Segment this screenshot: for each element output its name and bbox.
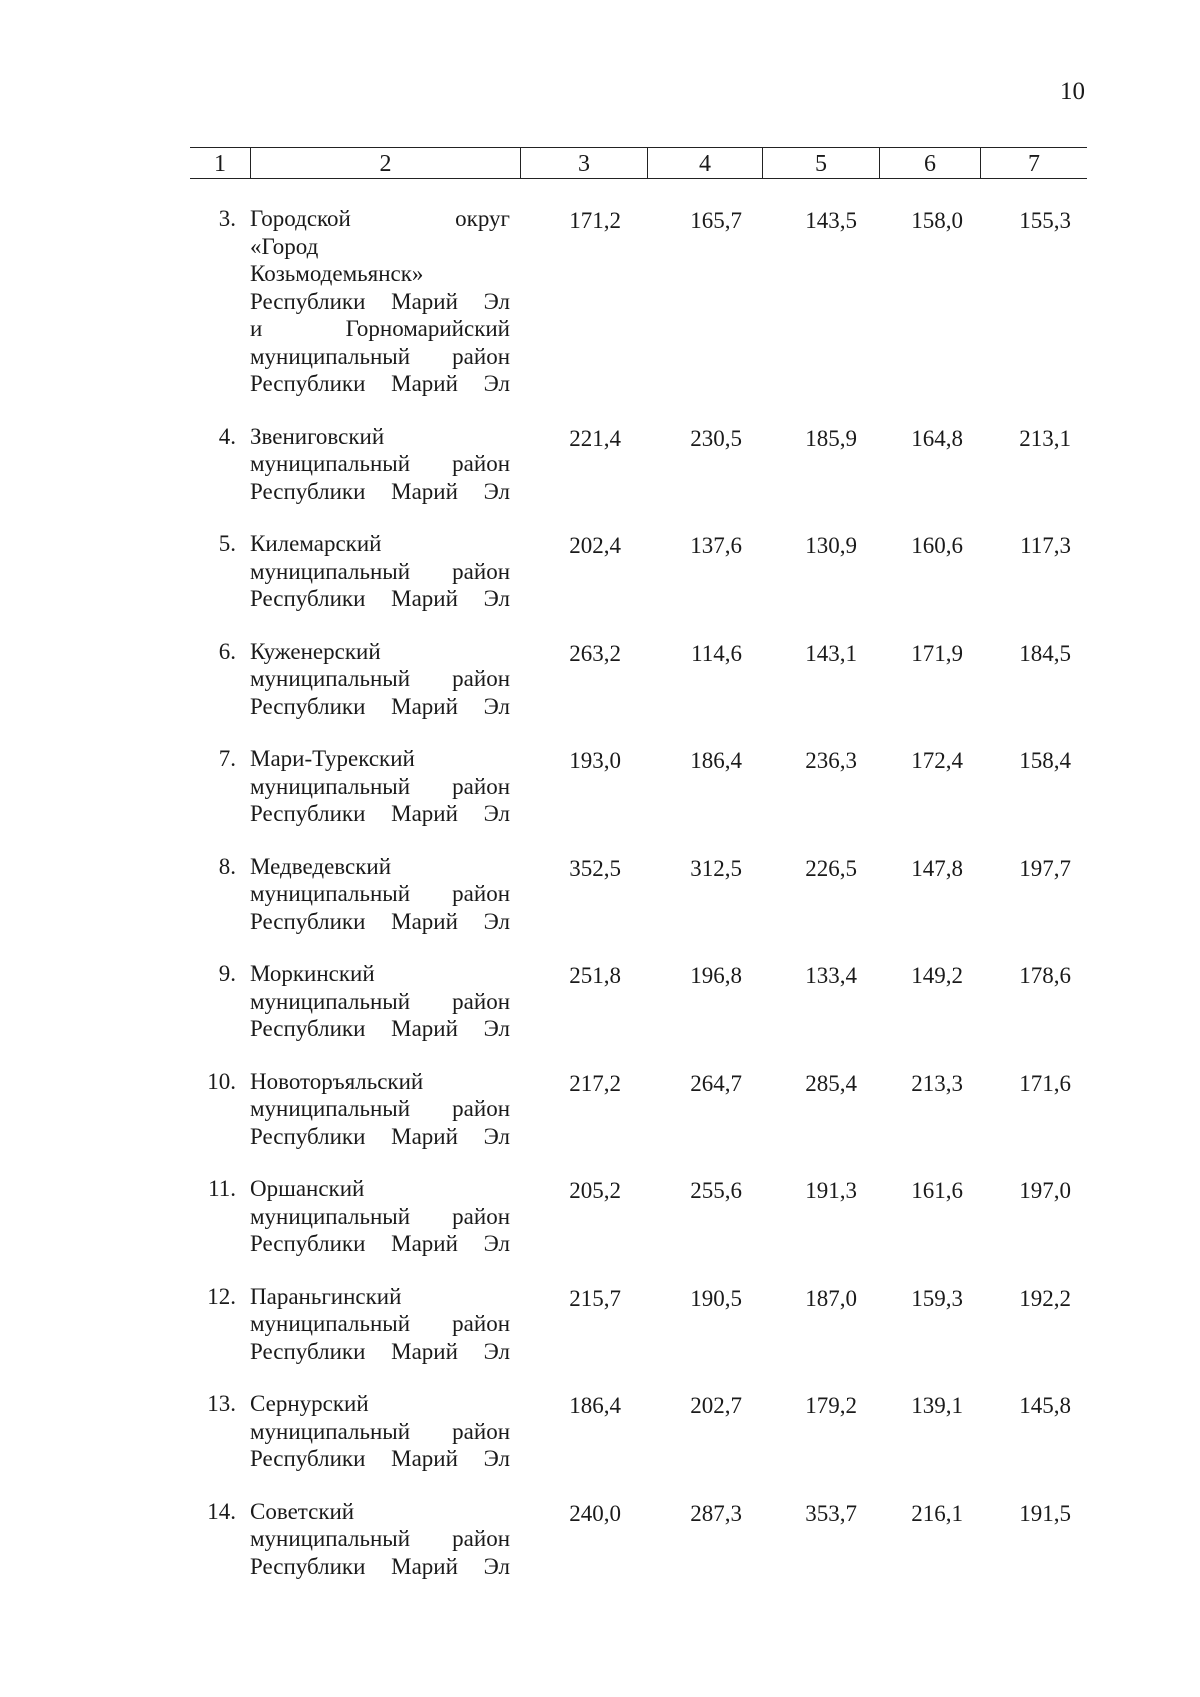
value-col-4: 186,4 xyxy=(690,748,742,773)
value-col-6: 172,4 xyxy=(911,748,963,773)
value-col-3: 202,4 xyxy=(569,533,621,558)
value-col-3: 171,2 xyxy=(569,208,621,233)
district-name xyxy=(250,423,510,506)
value-col-3: 251,8 xyxy=(569,963,621,988)
district-name-line: Моркинский xyxy=(250,961,375,986)
value-col-6: 171,9 xyxy=(911,640,963,666)
district-name xyxy=(250,530,510,613)
district-name-line: муниципальный район xyxy=(250,881,510,906)
table-row xyxy=(190,423,1087,506)
row-number: 11. xyxy=(208,1176,236,1201)
district-name-line: муниципальный район xyxy=(250,1096,510,1121)
value-col-6: 149,2 xyxy=(911,963,963,988)
value-col-7: 213,1 xyxy=(1019,425,1071,451)
district-name-line: муниципальный район xyxy=(250,558,510,584)
header-cell-7: 7 xyxy=(980,148,1087,178)
value-col-7: 158,4 xyxy=(1019,748,1071,773)
row-number: 7. xyxy=(218,746,236,771)
district-name-line: и Горномарийский xyxy=(250,316,510,341)
district-name-line: Мари-Турекский xyxy=(250,746,415,771)
row-number: 4. xyxy=(218,423,236,449)
district-name-line: Республики Марий Эл xyxy=(250,1446,510,1471)
value-col-3: 186,4 xyxy=(569,1393,621,1418)
district-name-line: Оршанский xyxy=(250,1176,365,1201)
district-name-line: Параньгинский xyxy=(250,1283,402,1309)
value-col-4: 137,6 xyxy=(690,533,742,558)
table-row xyxy=(190,745,1087,828)
header-cell-6: 6 xyxy=(879,148,980,178)
district-name-line: Республики Марий Эл xyxy=(250,478,510,504)
district-name-line: Республики Марий Эл xyxy=(250,908,510,934)
value-col-5: 191,3 xyxy=(805,1178,857,1203)
value-col-7: 191,5 xyxy=(1019,1500,1071,1526)
value-col-4: 230,5 xyxy=(690,425,742,451)
value-col-3: 217,2 xyxy=(569,1070,621,1096)
value-col-4: 196,8 xyxy=(690,963,742,988)
district-name-line: Республики Марий Эл xyxy=(250,1123,510,1149)
row-number: 13. xyxy=(207,1391,236,1416)
row-number: 6. xyxy=(218,638,236,664)
table-row xyxy=(190,1390,1087,1473)
value-col-3: 215,7 xyxy=(569,1285,621,1311)
value-col-3: 193,0 xyxy=(569,748,621,773)
value-col-3: 205,2 xyxy=(569,1178,621,1203)
district-name xyxy=(250,1390,510,1473)
district-name-line: Советский xyxy=(250,1498,355,1524)
district-name-line: Козьмодемьянск» xyxy=(250,261,424,286)
district-name-line: муниципальный район xyxy=(250,451,510,476)
value-col-5: 187,0 xyxy=(805,1285,857,1311)
district-name xyxy=(250,745,510,828)
district-name-line: Республики Марий Эл xyxy=(250,801,510,826)
header-cell-1: 1 xyxy=(214,151,226,177)
row-number: 10. xyxy=(207,1068,236,1094)
row-number: 12. xyxy=(207,1283,236,1309)
district-name-line: Килемарский xyxy=(250,531,382,556)
district-name-line: муниципальный район xyxy=(250,1418,510,1444)
district-name xyxy=(250,1068,510,1151)
value-col-7: 145,8 xyxy=(1019,1393,1071,1418)
value-col-5: 236,3 xyxy=(805,748,857,773)
table-body xyxy=(190,205,1087,1605)
district-name xyxy=(250,853,510,936)
district-name-line: Республики Марий Эл xyxy=(250,693,510,719)
district-name-line: Медведевский xyxy=(250,853,392,879)
value-col-6: 160,6 xyxy=(911,533,963,558)
value-col-4: 190,5 xyxy=(690,1285,742,1311)
district-name-line: «Город xyxy=(250,233,319,259)
district-name-line: Республики Марий Эл xyxy=(250,288,510,314)
district-name-line: муниципальный район xyxy=(250,773,510,799)
district-name xyxy=(250,1283,510,1366)
table-header xyxy=(190,147,1087,179)
district-name-line: муниципальный район xyxy=(250,1203,510,1229)
header-cell-2: 2 xyxy=(250,148,520,178)
value-col-4: 312,5 xyxy=(690,855,742,881)
value-col-5: 143,5 xyxy=(805,208,857,233)
table-row xyxy=(190,853,1087,936)
district-name xyxy=(250,960,510,1043)
value-col-6: 159,3 xyxy=(911,1285,963,1311)
value-col-5: 185,9 xyxy=(805,425,857,451)
value-col-7: 197,7 xyxy=(1019,855,1071,881)
value-col-4: 114,6 xyxy=(691,640,742,666)
value-col-5: 353,7 xyxy=(805,1500,857,1526)
value-col-3: 221,4 xyxy=(569,425,621,451)
header-cell-3: 3 xyxy=(520,148,647,178)
value-col-5: 143,1 xyxy=(805,640,857,666)
value-col-7: 155,3 xyxy=(1019,208,1071,233)
value-col-6: 161,6 xyxy=(911,1178,963,1203)
value-col-5: 179,2 xyxy=(805,1393,857,1418)
page-number: 10 xyxy=(1060,78,1085,105)
value-col-4: 165,7 xyxy=(690,208,742,233)
header-cell-4: 4 xyxy=(647,148,762,178)
value-col-4: 255,6 xyxy=(690,1178,742,1203)
value-col-4: 287,3 xyxy=(690,1500,742,1526)
row-number: 9. xyxy=(218,961,236,986)
value-col-7: 171,6 xyxy=(1019,1070,1071,1096)
table-row xyxy=(190,1283,1087,1366)
district-name-line: Куженерский xyxy=(250,638,381,664)
table-row xyxy=(190,638,1087,721)
district-name xyxy=(250,638,510,721)
district-name xyxy=(250,1175,510,1258)
table-row xyxy=(190,1498,1087,1581)
value-col-6: 158,0 xyxy=(911,208,963,233)
district-name xyxy=(250,205,510,398)
value-col-6: 216,1 xyxy=(911,1500,963,1526)
header-cell-5: 5 xyxy=(762,148,879,178)
value-col-7: 184,5 xyxy=(1019,640,1071,666)
value-col-6: 213,3 xyxy=(911,1070,963,1096)
value-col-7: 178,6 xyxy=(1019,963,1071,988)
row-number: 8. xyxy=(218,853,236,879)
district-name-line: муниципальный район xyxy=(250,343,510,369)
value-col-3: 352,5 xyxy=(569,855,621,881)
value-col-7: 192,2 xyxy=(1019,1285,1071,1311)
district-name-line: Новоторъяльский xyxy=(250,1068,424,1094)
value-col-7: 197,0 xyxy=(1019,1178,1071,1203)
district-name-line: муниципальный район xyxy=(250,988,510,1014)
value-col-5: 226,5 xyxy=(805,855,857,881)
district-name-line: Сернурский xyxy=(250,1391,369,1416)
value-col-3: 240,0 xyxy=(569,1500,621,1526)
row-number: 5. xyxy=(218,531,236,556)
row-number: 3. xyxy=(218,206,236,231)
value-col-6: 164,8 xyxy=(911,425,963,451)
district-name-line: Республики Марий Эл xyxy=(250,1231,510,1256)
district-name-line: муниципальный район xyxy=(250,1311,510,1336)
table-row xyxy=(190,205,1087,398)
table-row xyxy=(190,1175,1087,1258)
district-name-line: Республики Марий Эл xyxy=(250,1016,510,1041)
district-name-line: Республики Марий Эл xyxy=(250,371,510,396)
district-name xyxy=(250,1498,510,1581)
value-col-7: 117,3 xyxy=(1020,533,1071,558)
row-number: 14. xyxy=(207,1498,236,1524)
value-col-5: 130,9 xyxy=(805,533,857,558)
district-name-line: муниципальный район xyxy=(250,1526,510,1551)
value-col-5: 133,4 xyxy=(805,963,857,988)
district-name-line: Республики Марий Эл xyxy=(250,1553,510,1579)
value-col-6: 147,8 xyxy=(911,855,963,881)
district-name-line: муниципальный район xyxy=(250,666,510,691)
table-row xyxy=(190,530,1087,613)
district-name-line: Республики Марий Эл xyxy=(250,586,510,611)
value-col-3: 263,2 xyxy=(569,640,621,666)
district-name-line: Республики Марий Эл xyxy=(250,1338,510,1364)
table-row xyxy=(190,960,1087,1043)
value-col-4: 264,7 xyxy=(690,1070,742,1096)
value-col-4: 202,7 xyxy=(690,1393,742,1418)
value-col-5: 285,4 xyxy=(805,1070,857,1096)
value-col-6: 139,1 xyxy=(911,1393,963,1418)
table-row xyxy=(190,1068,1087,1151)
district-name-line: Звениговский xyxy=(250,423,385,449)
district-name-line: Городской округ xyxy=(250,206,510,231)
